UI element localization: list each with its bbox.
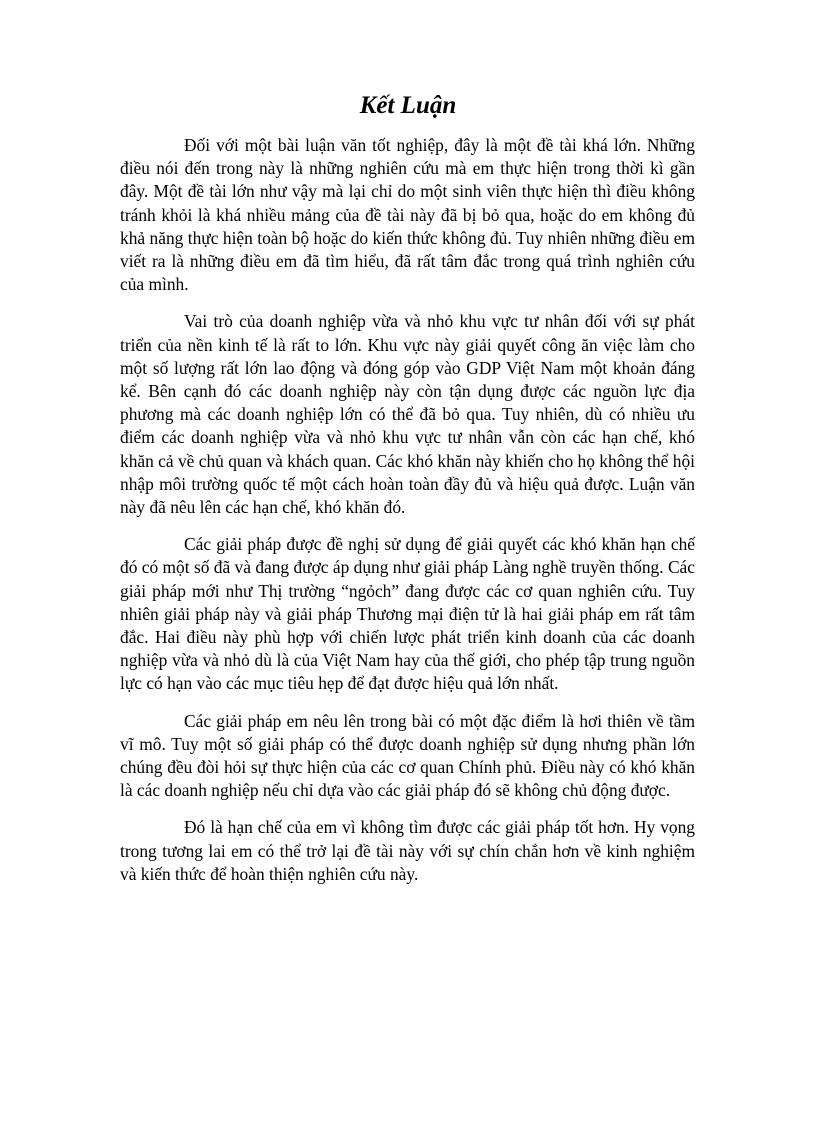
paragraph-2: Vai trò của doanh nghiệp vừa và nhỏ khu vực tư nhân đối với sự phát triển của nền kinh tế là rất to lớn. Khu vực này giải quyết công ăn việc làm cho một số lượng rất lớn lao động và đóng góp vào GDP Việt Nam một khoản đáng kể. Bên cạnh đó các doanh nghiệp này còn tận dụng được các nguồn lực địa phương mà các doanh nghiệp lớn có thể đã bỏ qua. Tuy nhiên, dù có nhiều ưu điểm các doanh nghiệp vừa và nhỏ khu vực tư nhân vẫn còn các hạn chế, khó khăn cả về chủ quan và khách quan. Các khó khăn này khiến cho họ không thể hội nhập môi trường quốc tế một cách hoàn toàn đầy đủ và hiệu quả được. Luận văn này đã nêu lên các hạn chế, khó khăn đó. — [120, 311, 695, 518]
document-body — [120, 134, 695, 900]
paragraph-5: Đó là hạn chế của em vì không tìm được các giải pháp tốt hơn. Hy vọng trong tương lai em có thể trở lại đề tài này với sự chín chắn hơn về kinh nghiệm và kiến thức để hoàn thiện nghiên cứu này. — [120, 817, 695, 884]
paragraph-1: Đối với một bài luận văn tốt nghiệp, đây là một đề tài khá lớn. Những điều nói đến trong này là những nghiên cứu mà em thực hiện trong thời kì gần đây. Một đề tài lớn như vậy mà lại chỉ do một sinh viên thực hiện thì điều không tránh khỏi là khá nhiều mảng của đề tài này đã bị bỏ qua, hoặc do em không đủ khả năng thực hiện toàn bộ hoặc do kiến thức không đủ. Tuy nhiên những điều em viết ra là những điều em đã tìm hiểu, đã rất tâm đắc trong quá trình nghiên cứu của mình. — [120, 135, 695, 295]
page-title: Kết Luận — [359, 92, 457, 119]
paragraph-4: Các giải pháp em nêu lên trong bài có một đặc điểm là hơi thiên về tầm vĩ mô. Tuy một số giải pháp có thể được doanh nghiệp sử dụng nhưng phần lớn chúng đều đòi hỏi sự thực hiện của các cơ quan Chính phủ. Điều này có khó khăn là các doanh nghiệp nếu chỉ dựa vào các giải pháp đó sẽ không chủ động được. — [120, 710, 695, 801]
paragraph-3: Các giải pháp được đề nghị sử dụng để giải quyết các khó khăn hạn chế đó có một số đã và đang được áp dụng như giải pháp Làng nghề truyền thống. Các giải pháp mới như Thị trường “ngỏch” đang được các cơ quan nghiên cứu. Tuy nhiên giải pháp này và giải pháp Thương mại điện tử là hai giải pháp em rất tâm đắc. Hai điều này phù hợp với chiến lược phát triển kinh doanh của các doanh nghiệp vừa và nhỏ dù là của Việt Nam hay của thế giới, cho phép tập trung nguồn lực có hạn vào các mục tiêu hẹp để đạt được hiệu quả lớn nhất. — [120, 534, 695, 694]
